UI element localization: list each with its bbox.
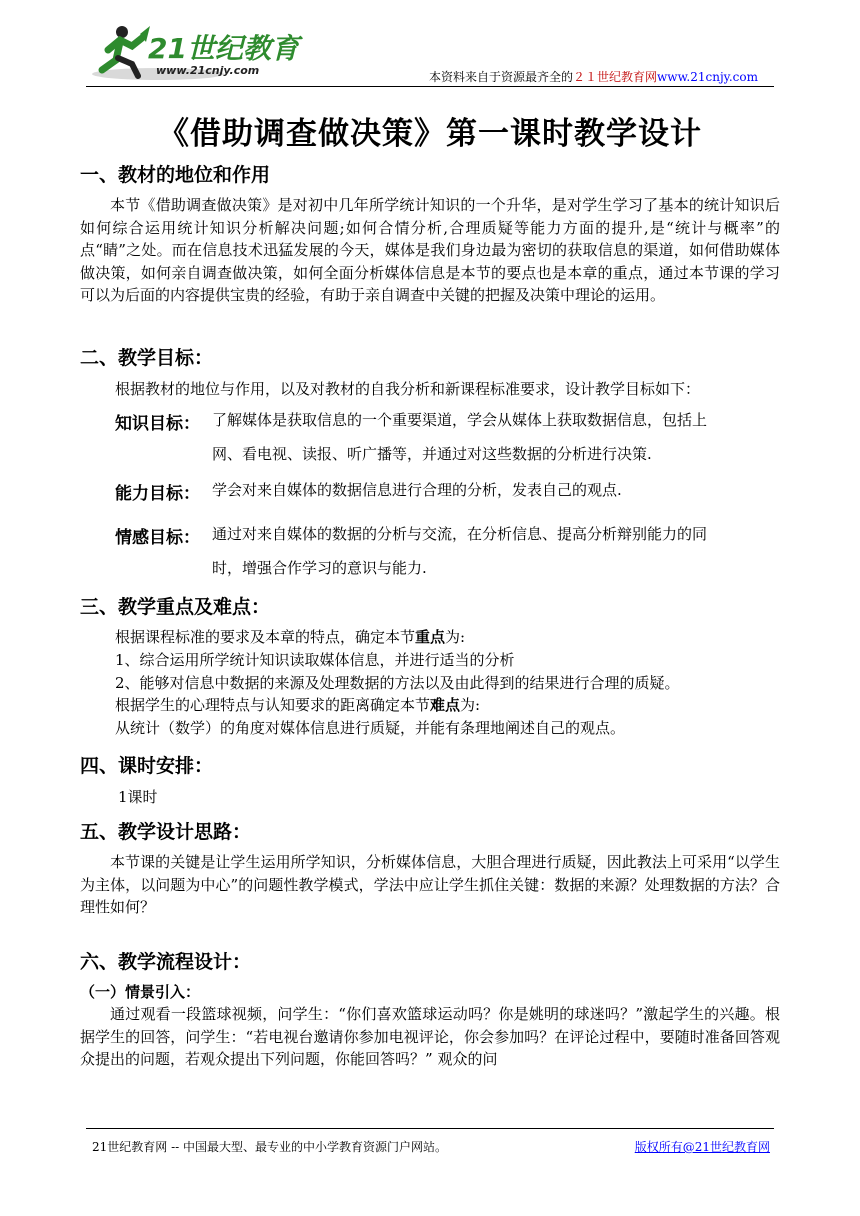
footer-site-description: 21世纪教育网 -- 中国最大型、最专业的中小学教育资源门户网站。 [92, 1140, 448, 1154]
section-1-paragraph: 本节《借助调查做决策》是对初中几年所学统计知识的一个升华，是对学生学习了基本的统计知识后如何综合运用统计知识分析解决问题;如何合情分析,合理质疑等能力方面的提升,是“统计与概率”的点“睛”之处。而在信息技术迅猛发展的今天，媒体是我们身边最为密切的获取信息的渠道，如何借助媒体做决策，如何亲自调查做决策，如何全面分析媒体信息是本节的要点也是本章的重点，通过本节课的学习可以为后面的内容提供宝贵的经验，有助于亲自调查中关键的把握及决策中理论的运用。 [80, 196, 780, 304]
difficult-points-intro [115, 694, 480, 715]
section-4-heading: 四、课时安排： [80, 755, 214, 777]
svg-text:21世纪教育: 21世纪教育 [148, 32, 299, 65]
section-3-heading: 三、教学重点及难点： [80, 596, 271, 618]
difficult-points-label: 难点 [430, 696, 461, 714]
key-point-1: 1、综合运用所学统计知识读取媒体信息，并进行适当的分析 [115, 651, 515, 669]
section-6-subheading: （一）情景引入： [80, 983, 201, 1001]
header-divider [86, 86, 774, 87]
section-6-paragraph: 通过观看一段篮球视频，问学生：“你们喜欢篮球运动吗？你是姚明的球迷吗？”激起学生的兴趣。根据学生的回答，问学生：“若电视台邀请你参加电视评论，你会参加吗？在评论过程中，要随时准备回答观众提出的问题，若观众提出下列问题，你能回答吗？” 观众的问 [80, 1005, 780, 1068]
difficult-point-1: 从统计（数学）的角度对媒体信息进行质疑，并能有条理地阐述自己的观点。 [115, 719, 626, 737]
ability-goal-label: 能力目标： [115, 484, 200, 504]
key-points-label: 重点 [415, 628, 446, 646]
difficult-points-intro-text: 根据学生的心理特点与认知要求的距离确定本节 [115, 696, 431, 714]
header-note-brand[interactable]: ２１世纪教育网 [573, 70, 658, 84]
emotion-goal-line-2: 时，增强合作学习的意识与能力. [212, 559, 427, 577]
knowledge-goal-label: 知识目标： [115, 414, 200, 434]
page-title: 《借助调查做决策》第一课时教学设计 [158, 116, 702, 152]
section-5-paragraph: 本节课的关键是让学生运用所学知识，分析媒体信息，大胆合理进行质疑，因此教法上可采用“以学生为主体，以问题为中心”的问题性教学模式，学法中应让学生抓住关键：数据的来源？处理数据的方法？合理性如何？ [80, 853, 780, 916]
key-point-2: 2、能够对信息中数据的来源及处理数据的方法以及由此得到的结果进行合理的质疑。 [115, 674, 680, 692]
header-note [429, 68, 758, 85]
key-points-intro [115, 626, 465, 647]
footer-copyright-link[interactable]: 版权所有@21世纪教育网 [634, 1140, 770, 1154]
knowledge-goal-line-1: 了解媒体是获取信息的一个重要渠道，学会从媒体上获取数据信息，包括上 [212, 411, 708, 429]
difficult-points-suffix: 为: [460, 696, 481, 714]
key-points-suffix: 为: [445, 628, 466, 646]
key-points-intro-text: 根据课程标准的要求及本章的特点，确定本节 [115, 628, 416, 646]
class-hours: 1课时 [118, 788, 158, 806]
site-logo[interactable] [88, 20, 318, 86]
section-1-heading: 一、教材的地位和作用 [80, 164, 271, 186]
section-2-intro: 根据教材的地位与作用，以及对教材的自我分析和新课程标准要求，设计教学目标如下： [115, 380, 701, 398]
section-5-heading: 五、教学设计思路： [80, 821, 252, 843]
emotion-goal-label: 情感目标： [115, 528, 200, 548]
emotion-goal-line-1: 通过对来自媒体的数据的分析与交流，在分析信息、提高分析辩别能力的同 [212, 525, 708, 543]
header-note-prefix: 本资料来自于资源最齐全的 [429, 70, 574, 84]
section-2-heading: 二、教学目标： [80, 347, 214, 369]
section-6-heading: 六、教学流程设计： [80, 951, 252, 973]
svg-text:www.21cnjy.com: www.21cnjy.com [156, 64, 260, 77]
header-note-url[interactable]: www.21cnjy.com [657, 70, 758, 84]
runner-logo-icon [88, 20, 318, 86]
footer-divider [86, 1128, 774, 1129]
ability-goal-text: 学会对来自媒体的数据信息进行合理的分析，发表自己的观点. [212, 481, 622, 499]
knowledge-goal-line-2: 网、看电视、读报、听广播等，并通过对这些数据的分析进行决策. [212, 445, 652, 463]
